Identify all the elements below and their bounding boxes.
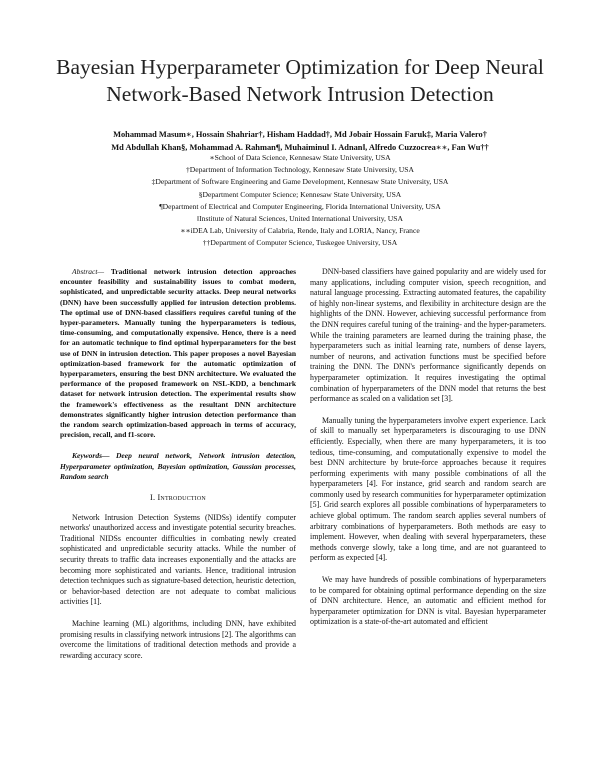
affiliation: ‖Institute of Natural Sciences, United International University, USA [197, 214, 403, 224]
affiliation: ††Department of Computer Science, Tuskegee University, USA [202, 238, 398, 248]
affiliation-list [60, 152, 540, 250]
body-paragraph: Manually tuning the hyperparameters involve expert experience. Lack of skill to manually set hyperparameters is discouraging to use DNN efficiently. Especially, when there are many hyperparameters, it is too tedious, time-consuming, and computationally expensive to model the best DNN architecture by brute-force approaches because it requires performing experiments with many possible combinations of all the hyperparameters [4]. For instance, grid search and random search are commonly used by research communities for hyperparameter optimization [5]. Grid search explores all possible combinations of hyperparameters to achieve global optimum. The random search applies several numbers of arbitrary combinations of hyperparameters. Both methods are easy to implement. However, when dealing with several hyperparameters, these methods converge slowly, take a long time, and are not guaranteed to perform as expected [4]. [310, 415, 546, 563]
affiliation: ¶Department of Electrical and Computer Engineering, Florida International University, USA [159, 201, 441, 211]
author-list [60, 128, 540, 154]
keywords-text: Deep neural network, Network intrusion detection, Hyperparameter optimization, Bayesian optimization, Gaussian processes, Random search [60, 451, 297, 481]
left-column [60, 267, 296, 672]
body-paragraph: We may have hundreds of possible combinations of hyperparameters to be compared for obtaining optimal performance depending on the size of DNN architecture. Hence, an automatic and efficient method for hyperparameter optimization for DNN is vital. Bayesian hyperparameter optimization is a state-of-the-art automated and efficient [310, 575, 546, 627]
affiliation: ‡Department of Software Engineering and Game Development, Kennesaw State University, USA [151, 177, 449, 187]
author-line: Mohammad Masum∗, Hossain Shahriar†, Hisham Haddad†, Md Jobair Hossain Faruk‡, Maria Valero† [113, 130, 487, 139]
body-paragraph: DNN-based classifiers have gained popularity and are widely used for many applications, including computer vision, speech recognition, and natural language processing. Extracting automated features, the capability of highly non-linear systems, and flexibility in architecture design are the highlights of the DNN. However, achieving successful performance from the DNN requires careful tuning of the training- and the hyper-parameters. While the training parameters are learned during the training phase, the hyperparameters such as initial learning rate, numbers of dense layers, number of neurons, and activation functions must be specified before training the DNN. The DNN's performance significantly depends on hyperparameter optimization. It requires investigating the optimal combination of hyperparameters of the DNN model that returns the best performance as scaled on a validation set [3]. [310, 267, 546, 404]
affiliation: §Department Computer Science; Kennesaw State University, USA [198, 189, 402, 199]
abstract [60, 267, 296, 440]
right-column [310, 267, 546, 639]
affiliation: ∗∗iDEA Lab, University of Calabria, Rende, Italy and LORIA, Nancy, France [180, 226, 420, 236]
section-title: Introduction [157, 493, 206, 503]
abstract-text: Traditional network intrusion detection approaches encounter feasibility and sustainability issues to combat modern, sophisticated, and unpredictable security attacks. Deep neural networks (DNN) have been successfully applied for intrusion detection problems. The optimal use of DNN-based classifiers requires careful tuning of the hyper-parameters. Manually tuning the hyperparameters is tedious, time-consuming, and computationally expensive. Hence, there is a need for an automatic technique to find optimal hyperparameters for the best use of DNN in intrusion detection. This paper proposes a novel Bayesian optimization-based framework for the automatic optimization of hyperparameters, ensuring the best DNN architecture. We evaluated the performance of the proposed framework on NSL-KDD, a benchmark dataset for network intrusion detection. The experimental results show the framework's effectiveness as the resultant DNN architecture demonstrates significantly higher intrusion detection performance than the random search optimization-based approach in terms of accuracy, precision, recall, and f1-score. [60, 267, 296, 440]
body-paragraph: Machine learning (ML) algorithms, including DNN, have exhibited promising results in classifying network intrusions [2]. The algorithms can overcome the limitations of traditional detection methods and provide a rewarding accuracy score. [60, 619, 296, 660]
keywords-label: Keywords— [72, 451, 110, 461]
abstract-label: Abstract— [72, 267, 105, 276]
paper-title: Bayesian Hyperparameter Optimization for Deep Neural Network-Based Network Intrusion Detection [56, 55, 544, 106]
section-number: I. [150, 493, 156, 503]
keywords [60, 451, 296, 482]
body-paragraph: Network Intrusion Detection Systems (NIDSs) identify computer networks' unauthorized access and investigate potential security breaches. Traditional NIDSs encounter difficulties in combating newly created sophisticated and unpredictable security attacks. While the number of security threats to traffic data increases exponentially and the attacks are becoming more sophisticated and variants. Hence, traditional intrusion detection techniques such as signature-based detection, heuristic detection, or behavior-based detection are not adequate to combat malicious activities [1]. [60, 512, 296, 607]
affiliation: ∗School of Data Science, Kennesaw State University, USA [209, 153, 391, 162]
author-line: Md Abdullah Khan§, Mohammad A. Rahman¶, Muhaiminul I. Adnan‖, Alfredo Cuzzocrea∗∗, Fan Wu†† [111, 143, 489, 152]
affiliation: †Department of Information Technology, Kennesaw State University, USA [185, 165, 414, 175]
section-heading [60, 493, 296, 504]
